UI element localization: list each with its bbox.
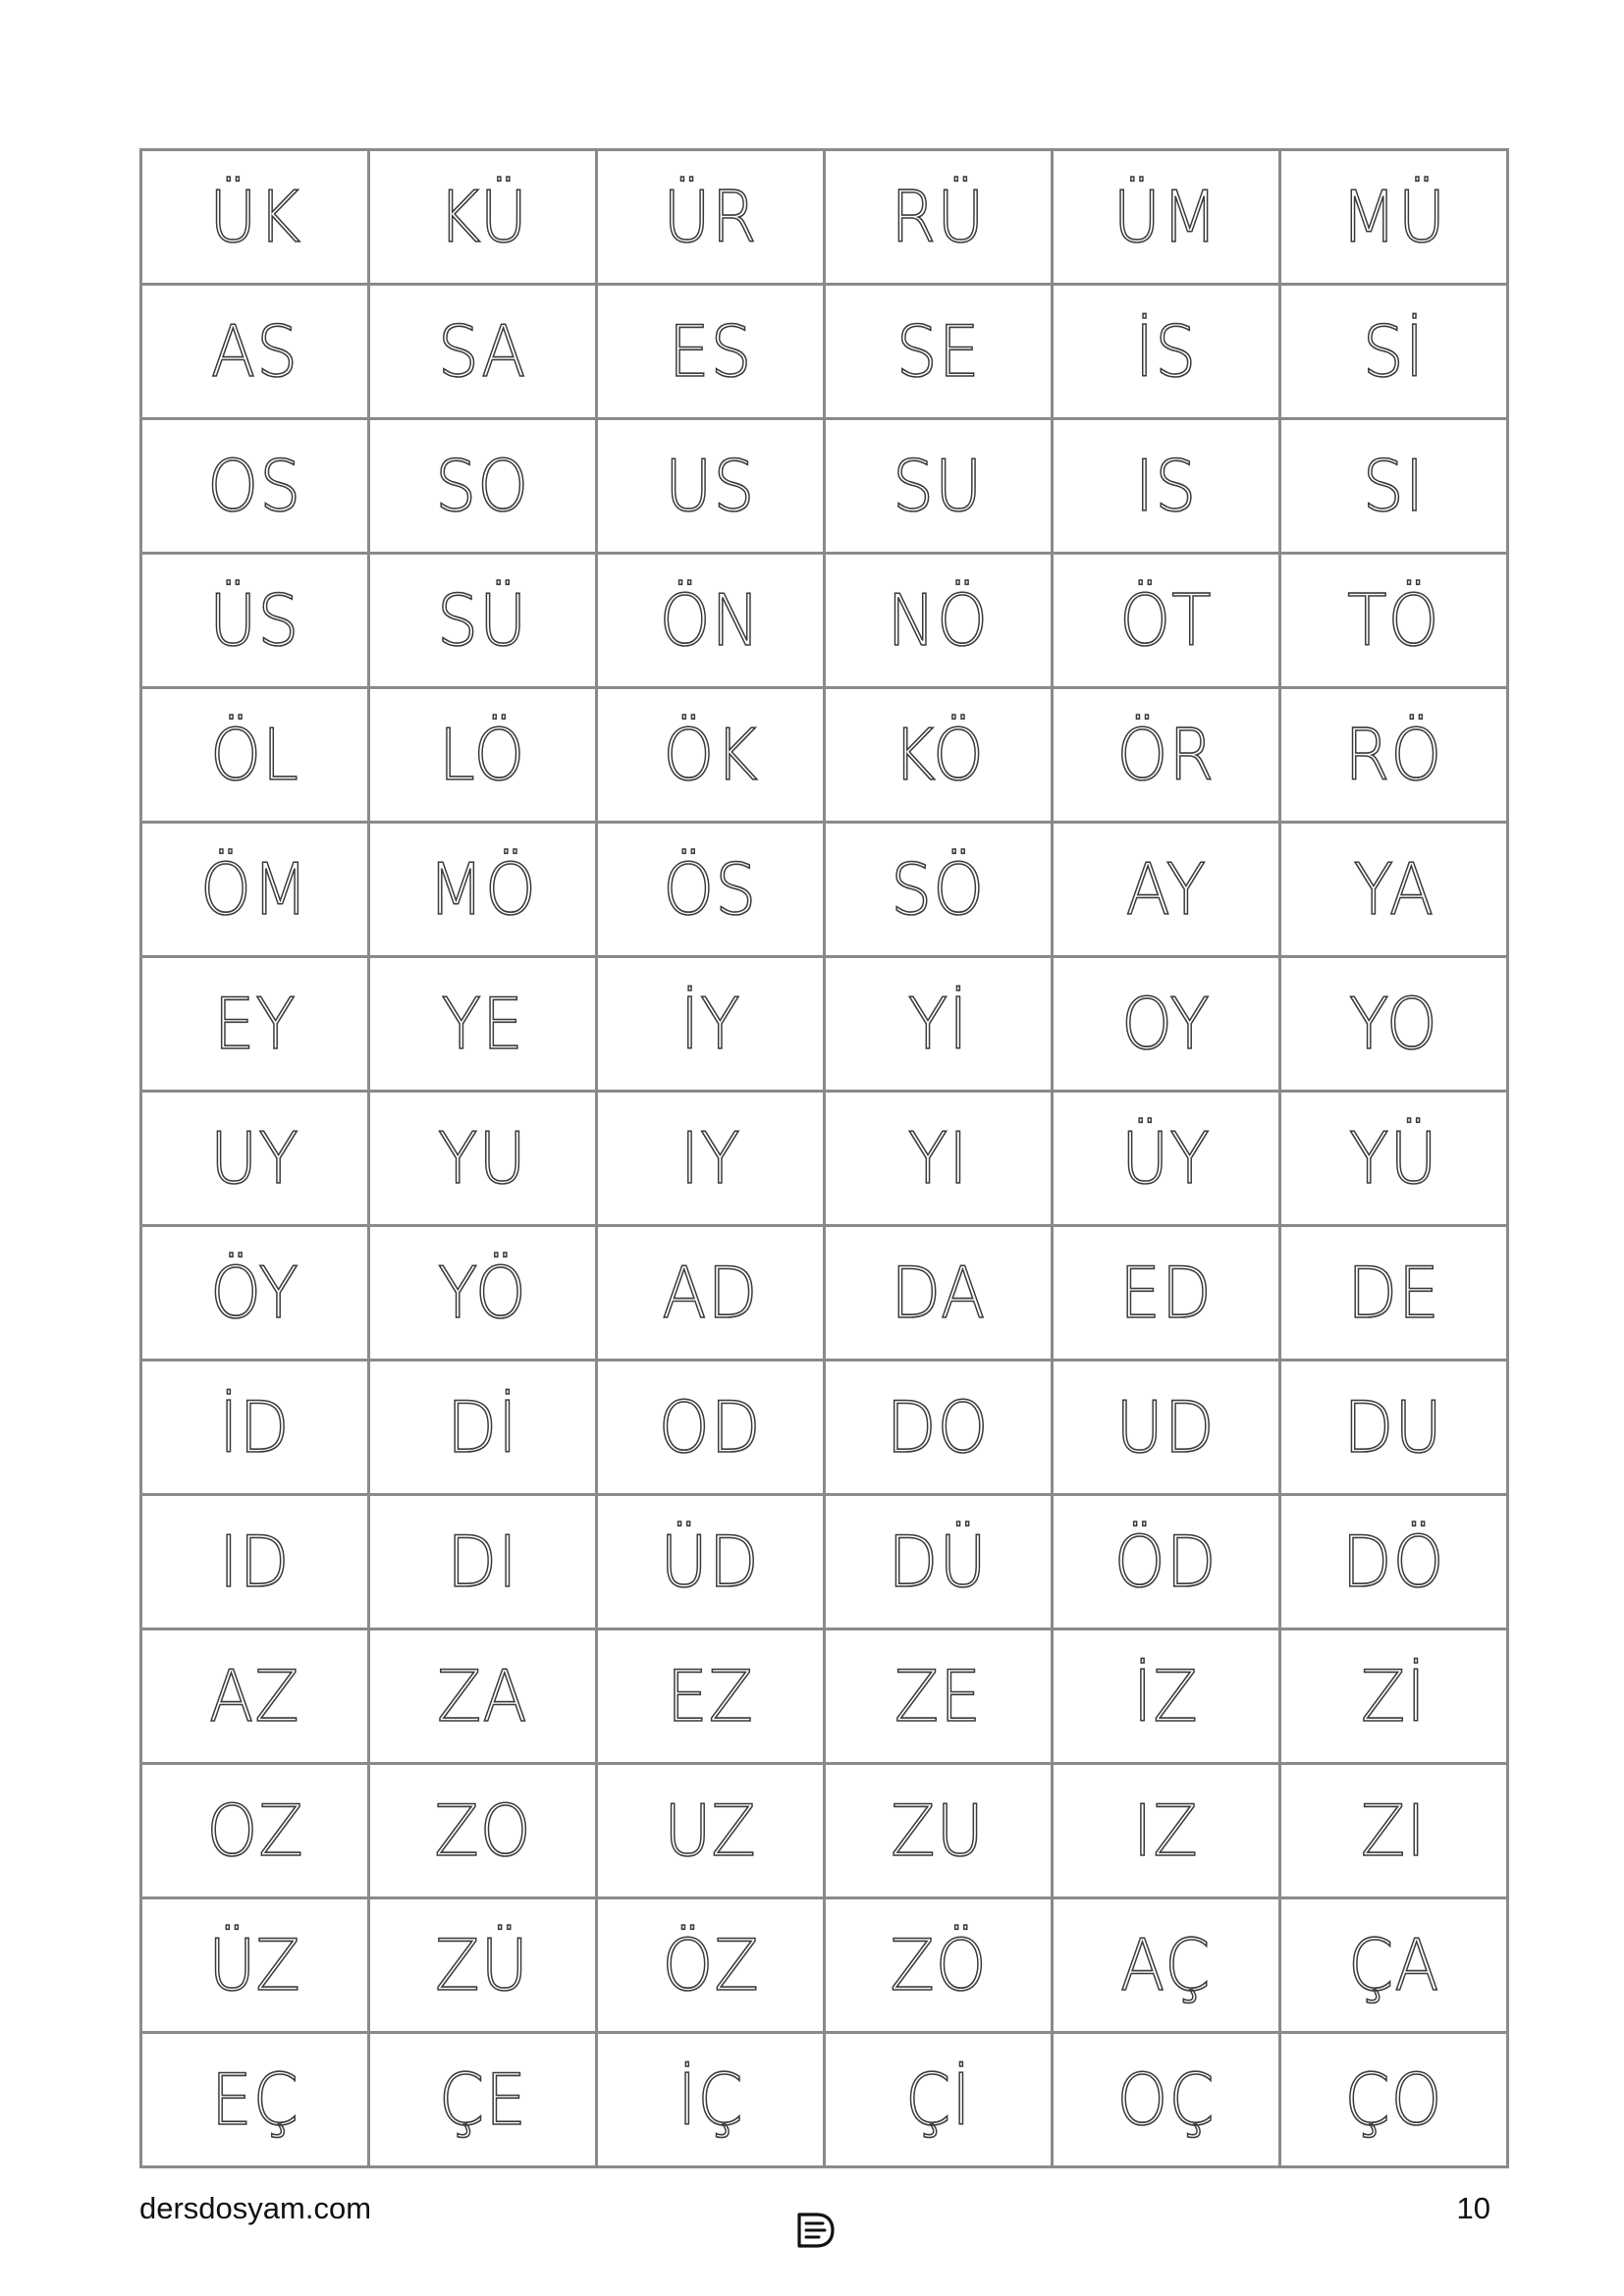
grid-cell (369, 419, 597, 554)
grid-cell (141, 957, 369, 1092)
page-number: 10 (1456, 2191, 1490, 2225)
syllable-trace: YI (907, 1117, 969, 1200)
grid-cell (369, 150, 597, 285)
grid-cell (825, 1629, 1053, 1764)
syllable-trace: DO (887, 1386, 990, 1468)
grid-cell (597, 419, 825, 554)
syllable-trace: KÜ (437, 176, 528, 258)
grid-row (141, 688, 1508, 823)
grid-cell (825, 957, 1053, 1092)
grid-cell (369, 823, 597, 957)
syllable-trace: IY (679, 1117, 741, 1200)
grid-cell (1280, 419, 1508, 554)
grid-cell (141, 1629, 369, 1764)
grid-cell (141, 1361, 369, 1495)
grid-cell (1280, 1092, 1508, 1226)
syllable-trace: İÇ (677, 2058, 744, 2141)
syllable-trace: ED (1119, 1252, 1213, 1334)
syllable-trace: ÖN (659, 579, 762, 662)
grid-cell (1053, 554, 1280, 688)
syllable-trace: ÖR (1116, 714, 1216, 796)
syllable-trace: SO (435, 445, 530, 527)
grid-cell (597, 1898, 825, 2033)
syllable-trace: ZO (433, 1789, 532, 1872)
grid-row (141, 150, 1508, 285)
syllable-trace: ÜR (663, 176, 758, 258)
syllable-trace: SÜ (437, 579, 528, 662)
syllable-trace: OZ (205, 1789, 304, 1872)
grid-cell (597, 1092, 825, 1226)
syllable-trace: ES (668, 310, 753, 393)
grid-cell (597, 2033, 825, 2167)
grid-cell (369, 1764, 597, 1898)
syllable-trace: RÖ (1344, 714, 1443, 796)
grid-cell (1280, 957, 1508, 1092)
grid-row (141, 957, 1508, 1092)
syllable-trace: LÖ (439, 714, 526, 796)
syllable-trace: ZÜ (435, 1924, 530, 2006)
grid-cell (141, 285, 369, 419)
grid-row (141, 554, 1508, 688)
grid-cell (369, 1629, 597, 1764)
grid-cell (369, 285, 597, 419)
syllable-trace: YÜ (1349, 1117, 1438, 1200)
syllable-trace: US (665, 445, 756, 527)
grid-cell (1053, 1226, 1280, 1361)
grid-row (141, 823, 1508, 957)
syllable-trace: ZI (1361, 1789, 1427, 1872)
syllable-trace: DÖ (1342, 1521, 1445, 1603)
grid-cell (1053, 823, 1280, 957)
grid-row (141, 1361, 1508, 1495)
grid-cell (1053, 1764, 1280, 1898)
grid-row (141, 2033, 1508, 2167)
syllable-trace: OY (1121, 983, 1211, 1065)
grid-cell (597, 150, 825, 285)
grid-cell (825, 1898, 1053, 2033)
grid-cell (825, 1361, 1053, 1495)
grid-cell (597, 1226, 825, 1361)
grid-cell (825, 1226, 1053, 1361)
grid-cell (141, 1092, 369, 1226)
grid-cell (141, 2033, 369, 2167)
grid-cell (1280, 1226, 1508, 1361)
grid-cell (369, 1898, 597, 2033)
grid-cell (141, 1495, 369, 1629)
grid-cell (1280, 2033, 1508, 2167)
grid-cell (141, 1764, 369, 1898)
syllable-trace: ÜZ (208, 1924, 301, 2006)
syllable-trace: YO (1349, 983, 1438, 1065)
syllable-trace: UD (1115, 1386, 1217, 1468)
grid-cell (141, 419, 369, 554)
grid-cell (1053, 2033, 1280, 2167)
syllable-trace: İD (219, 1386, 291, 1468)
syllable-trace: DÜ (888, 1521, 989, 1603)
syllable-trace: EÇ (210, 2058, 299, 2141)
syllable-trace: ÜD (660, 1521, 761, 1603)
syllable-trace: DI (447, 1521, 518, 1603)
grid-cell (1280, 1898, 1508, 2033)
grid-cell (141, 688, 369, 823)
grid-cell (1280, 285, 1508, 419)
grid-cell (597, 1629, 825, 1764)
grid-cell (141, 1898, 369, 2033)
grid-cell (597, 285, 825, 419)
syllable-trace: DE (1347, 1252, 1440, 1334)
syllable-trace: YA (1353, 848, 1435, 931)
syllable-trace: ÖS (663, 848, 758, 931)
syllable-trace: IS (1134, 445, 1198, 527)
grid-cell (825, 688, 1053, 823)
syllable-trace: AÇ (1120, 1924, 1212, 2006)
syllable-trace: ZA (437, 1655, 528, 1737)
syllable-trace: Dİ (447, 1386, 518, 1468)
syllable-trace: AY (1125, 848, 1207, 931)
syllable-trace: ÜY (1121, 1117, 1211, 1200)
syllable-trace: SI (1362, 445, 1426, 527)
grid-cell (825, 285, 1053, 419)
syllable-trace: ÖM (199, 848, 310, 931)
syllable-trace: ÖD (1114, 1521, 1218, 1603)
grid-cell (1280, 1629, 1508, 1764)
syllable-trace: EY (213, 983, 297, 1065)
grid-cell (141, 1226, 369, 1361)
syllable-trace: UZ (664, 1789, 757, 1872)
grid-cell (1053, 957, 1280, 1092)
syllable-trace: Yİ (907, 983, 969, 1065)
syllable-trace: KÖ (892, 714, 985, 796)
grid-row (141, 1092, 1508, 1226)
grid-row (141, 1764, 1508, 1898)
syllable-trace: Zİ (1361, 1655, 1427, 1737)
syllable-trace: ÇE (438, 2058, 527, 2141)
grid-cell (597, 957, 825, 1092)
grid-cell (369, 2033, 597, 2167)
grid-cell (1053, 1361, 1280, 1495)
syllable-trace: OD (659, 1386, 762, 1468)
grid-cell (1053, 150, 1280, 285)
syllable-trace: ÜS (209, 579, 300, 662)
grid-cell (597, 1764, 825, 1898)
grid-cell (1053, 1898, 1280, 2033)
grid-cell (141, 554, 369, 688)
syllable-trace: ÖK (662, 714, 759, 796)
syllable-trace: UY (210, 1117, 299, 1200)
grid-cell (597, 554, 825, 688)
syllable-trace: DA (890, 1252, 987, 1334)
grid-cell (369, 1361, 597, 1495)
grid-cell (1280, 1361, 1508, 1495)
syllable-trace: SÖ (891, 848, 986, 931)
syllable-tracing-grid (139, 148, 1509, 2168)
grid-row (141, 419, 1508, 554)
grid-cell (825, 419, 1053, 554)
syllable-trace: AZ (209, 1655, 300, 1737)
syllable-trace: NÖ (887, 579, 990, 662)
grid-cell (825, 150, 1053, 285)
grid-cell (825, 1764, 1053, 1898)
syllable-trace: ÜM (1112, 176, 1219, 258)
syllable-trace: İZ (1133, 1655, 1199, 1737)
syllable-trace: ÇO (1344, 2058, 1443, 2141)
grid-cell (141, 823, 369, 957)
grid-cell (825, 554, 1053, 688)
grid-cell (1053, 1629, 1280, 1764)
grid-cell (1280, 1495, 1508, 1629)
syllable-trace: OS (207, 445, 302, 527)
grid-cell (1280, 688, 1508, 823)
syllable-trace: İS (1134, 310, 1198, 393)
grid-cell (1053, 1092, 1280, 1226)
grid-cell (825, 1092, 1053, 1226)
syllable-trace: ID (219, 1521, 291, 1603)
syllable-trace: AD (662, 1252, 759, 1334)
grid-cell (1280, 823, 1508, 957)
syllable-trace: Çİ (904, 2058, 972, 2141)
grid-cell (825, 823, 1053, 957)
syllable-trace: TÖ (1347, 579, 1440, 662)
grid-cell (1053, 285, 1280, 419)
syllable-trace: ÇA (1347, 1924, 1440, 2006)
syllable-trace: SU (893, 445, 984, 527)
syllable-trace: ZÖ (889, 1924, 988, 2006)
grid-body (141, 150, 1508, 2167)
grid-row (141, 1629, 1508, 1764)
grid-cell (1280, 1764, 1508, 1898)
grid-row (141, 1898, 1508, 2033)
syllable-trace: ZE (893, 1655, 983, 1737)
syllable-trace: MÖ (427, 848, 538, 931)
grid-cell (1053, 419, 1280, 554)
syllable-trace: YÖ (438, 1252, 527, 1334)
syllable-trace: MÜ (1340, 176, 1447, 258)
grid-cell (597, 1495, 825, 1629)
syllable-trace: DU (1343, 1386, 1444, 1468)
grid-cell (369, 1495, 597, 1629)
syllable-trace: ÖL (210, 714, 299, 796)
document-lines-icon (793, 2211, 837, 2250)
syllable-trace: SE (895, 310, 981, 393)
syllable-trace: Sİ (1362, 310, 1426, 393)
grid-cell (597, 1361, 825, 1495)
syllable-trace: OÇ (1116, 2058, 1216, 2141)
grid-cell (369, 1092, 597, 1226)
grid-cell (369, 957, 597, 1092)
syllable-trace: SA (438, 310, 527, 393)
syllable-trace: IZ (1133, 1789, 1199, 1872)
grid-cell (1053, 688, 1280, 823)
syllable-trace: EZ (666, 1655, 755, 1737)
syllable-trace: ÜK (208, 176, 301, 258)
syllable-trace: YE (441, 983, 524, 1065)
syllable-trace: AS (210, 310, 299, 393)
syllable-trace: RÜ (891, 176, 986, 258)
grid-row (141, 1495, 1508, 1629)
grid-cell (597, 688, 825, 823)
syllable-trace: YU (438, 1117, 527, 1200)
grid-cell (825, 1495, 1053, 1629)
footer-site-name: dersdosyam.com (139, 2191, 372, 2225)
grid-cell (1280, 150, 1508, 285)
grid-cell (597, 823, 825, 957)
syllable-trace: ÖZ (661, 1924, 760, 2006)
grid-cell (1280, 554, 1508, 688)
grid-row (141, 1226, 1508, 1361)
grid-row (141, 285, 1508, 419)
grid-cell (369, 1226, 597, 1361)
syllable-trace: ÖY (210, 1252, 299, 1334)
syllable-trace: ZU (891, 1789, 986, 1872)
syllable-trace: ÖT (1119, 579, 1213, 662)
grid-cell (825, 2033, 1053, 2167)
grid-cell (369, 554, 597, 688)
grid-cell (369, 688, 597, 823)
grid-cell (141, 150, 369, 285)
grid-cell (1053, 1495, 1280, 1629)
syllable-trace: İY (679, 983, 741, 1065)
